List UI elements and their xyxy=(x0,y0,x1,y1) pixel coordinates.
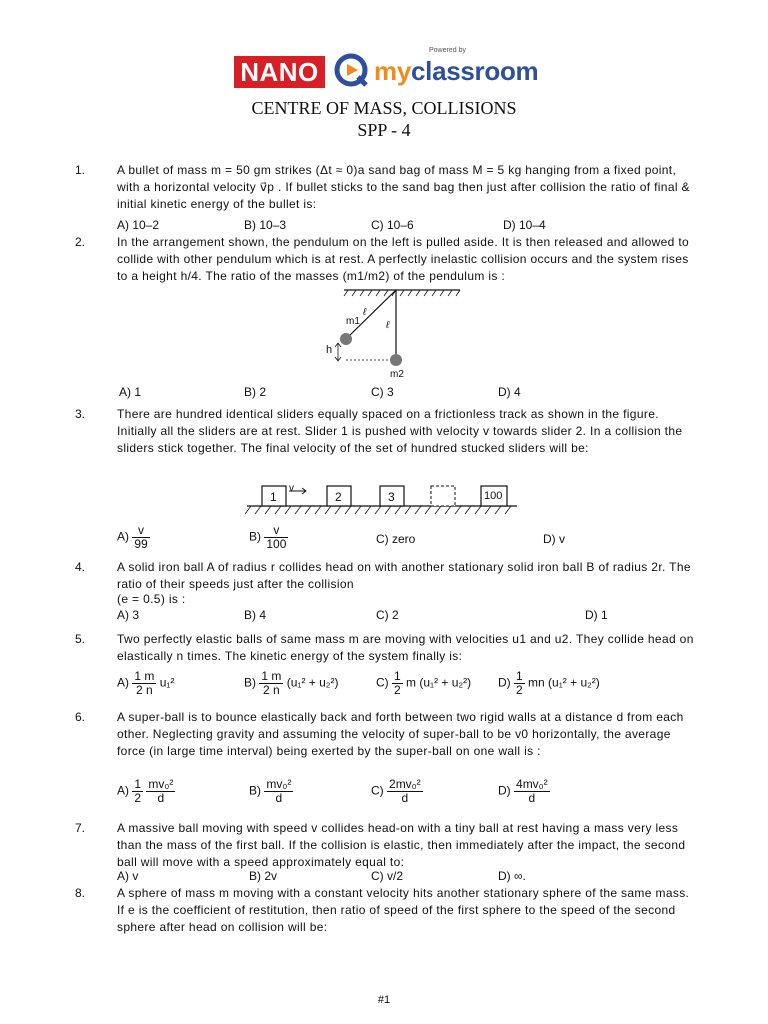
option-d: D) $\frac{1}{2}$ mn (u₁² + u₂²) xyxy=(498,669,600,697)
question-number: 7. xyxy=(75,821,86,835)
brand-name: myclassroom xyxy=(374,56,539,86)
option-a: A) 10–2 xyxy=(117,218,160,232)
option-d: D) $\frac{\text{4mv₀²}}{d}$ xyxy=(498,777,548,805)
option-b: B) $\frac{1 m}{2 n}$ (u₁² + u₂²) xyxy=(244,669,339,697)
question-text: In the arrangement shown, the pendulum on the left is pulled aside. It is then released and allowed to collide with other pendulum which is at rest. A perfectly inelastic collision occurs and the system rises to a height h/4. The ratio of the masses (m1/m2) of the pendulum is : xyxy=(117,235,690,283)
question-number: 2. xyxy=(75,235,86,249)
height-label: h xyxy=(326,344,333,356)
option-a: A) v xyxy=(117,869,139,883)
option-b: B) $\frac{v}{100}$ xyxy=(249,523,287,551)
question-number: 8. xyxy=(75,886,86,900)
option-d: D) v xyxy=(543,532,565,546)
mass-label-m1: m1 xyxy=(346,316,360,327)
page-number: #1 xyxy=(377,994,391,1006)
question-text: A massive ball moving with speed v collides head-on with a tiny ball at rest having a mass very less than the mass of the first ball. If the collision is elastic, then immediately after the impact, the second ball will move with a speed approximately equal to: xyxy=(117,821,686,869)
question-number: 5. xyxy=(75,632,86,646)
question-text: A solid iron ball A of radius r collides head on with another stationary solid iron ball B of radius 2r. The ratio of their speeds just after the collision xyxy=(117,560,691,591)
option-c: C) 10–6 xyxy=(371,218,414,232)
question-number: 3. xyxy=(75,407,86,421)
brand-logo xyxy=(234,47,539,93)
question-text: There are hundred identical sliders equally spaced on a frictionless track as shown in the figure. Initially all the sliders are at rest. Slider 1 is pushed with velocity v towards slider 2. In a collision the sliders stick together. The final velocity of the set of hundred stucked sliders will be: xyxy=(117,407,683,455)
question-text-cont: (e = 0.5) is : xyxy=(117,592,186,606)
option-b: B) 10–3 xyxy=(244,218,287,232)
option-c: C) zero xyxy=(376,532,416,546)
length-label: ℓ xyxy=(386,320,390,331)
question-text: A bullet of mass m = 50 gm strikes (Δt ≈ 0)a sand bag of mass M = 5 kg hanging from a fixed point, with a horizontal velocity v⃗p . If bullet sticks to the sand bag then just after collision the ratio of final & initial kinetic energy of the bullet is: xyxy=(117,163,690,211)
option-c: C) $\frac{1}{2}$ m (u₁² + u₂²) xyxy=(376,669,472,697)
nano-logo: NANO xyxy=(234,56,325,88)
page-subtitle: SPP - 4 xyxy=(357,120,411,140)
option-a: A) $\frac{1}{2}$ $\frac{\text{mv₀²}}{d}$ xyxy=(117,777,174,805)
powered-by: Powered by xyxy=(429,47,466,54)
option-d: D) 10–4 xyxy=(503,218,546,232)
option-a: A) $\frac{1 m}{2 n}$ u₁² xyxy=(117,669,175,697)
length-label: ℓ xyxy=(363,307,367,318)
option-d: D) 1 xyxy=(585,608,608,622)
option-c: C) $\frac{\text{2mv₀²}}{d}$ xyxy=(371,777,421,805)
option-b: B) $\frac{\text{mv₀²}}{d}$ xyxy=(249,777,292,805)
slider-3: 3 xyxy=(388,490,395,504)
option-c: C) 2 xyxy=(376,608,399,622)
option-a: A) 1 xyxy=(119,385,142,399)
slider-2: 2 xyxy=(335,490,342,504)
velocity-label: v xyxy=(289,483,294,494)
question-number: 4. xyxy=(75,560,86,574)
sliders-figure xyxy=(245,482,520,518)
question-text: A sphere of mass m moving with a constant velocity hits another stationary sphere of the same mass. If e is the coefficient of restitution, then ratio of speed of the first sphere to the speed of the second sphere after head on collision will be: xyxy=(117,886,690,934)
slider-1: 1 xyxy=(270,490,277,504)
question-number: 1. xyxy=(75,163,86,177)
option-b: B) 2v xyxy=(249,869,278,883)
question-number: 6. xyxy=(75,710,86,724)
myclassroom-q-icon xyxy=(334,53,370,89)
option-c: C) 3 xyxy=(371,385,394,399)
slider-100: 100 xyxy=(484,490,503,502)
page-title: CENTRE OF MASS, COLLISIONS xyxy=(251,98,517,118)
question-text: A super-ball is to bounce elastically back and forth between two rigid walls at a distance d from each other. Neglecting gravity and assuming the velocity of super-ball to be v0 horizontally, the average force (in large time interval) being exerted by the super-ball on one wall is : xyxy=(117,710,684,758)
question-text: Two perfectly elastic balls of same mass m are moving with velocities u1 and u2. They collide head on elastically n times. The kinetic energy of the system finally is: xyxy=(117,632,694,663)
option-b: B) 4 xyxy=(244,608,267,622)
option-a: A) $\frac{v}{99}$ xyxy=(117,523,148,551)
option-d: D) 4 xyxy=(498,385,521,399)
option-c: C) v/2 xyxy=(371,869,404,883)
option-b: B) 2 xyxy=(244,385,267,399)
mass-label-m2: m2 xyxy=(390,369,404,380)
option-d: D) ∞. xyxy=(498,869,526,883)
option-a: A) 3 xyxy=(117,608,140,622)
